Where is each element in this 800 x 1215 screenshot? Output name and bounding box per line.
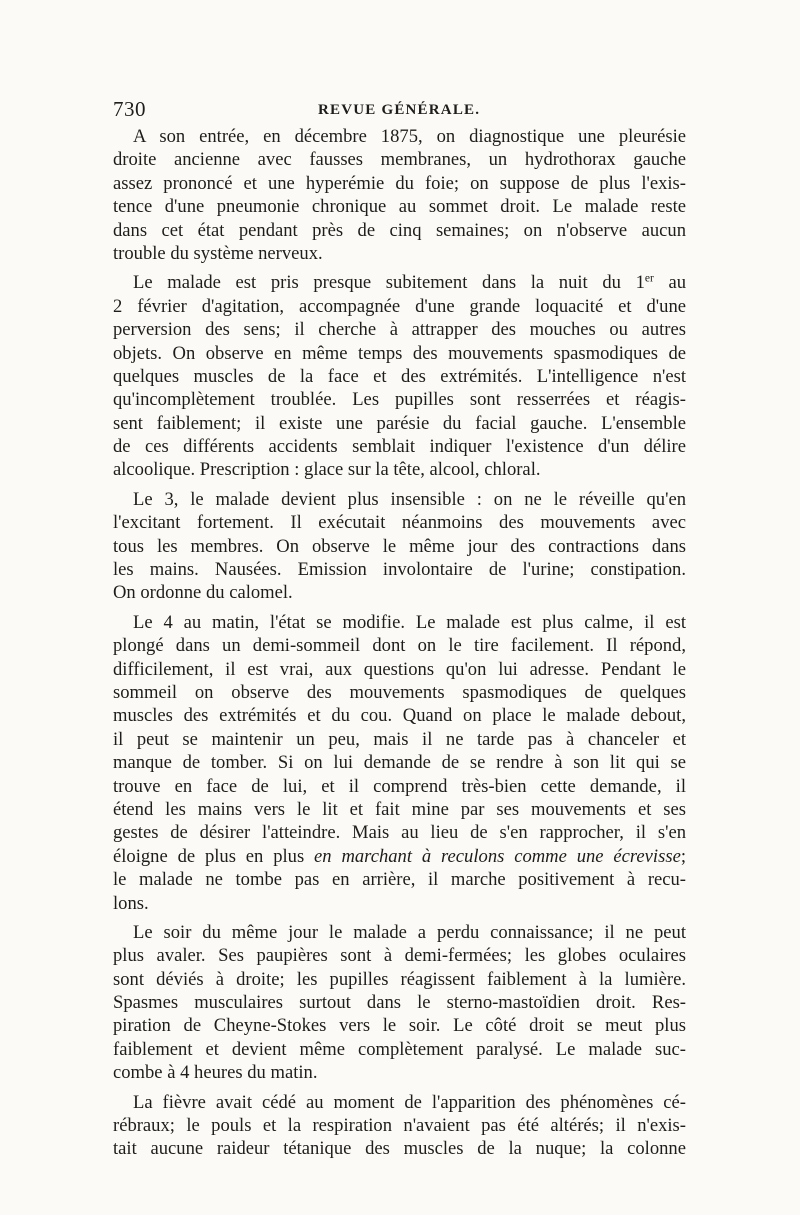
text-line: Spasmes musculaires surtout dans le sterno-mastoïdien droit. Res- (113, 992, 686, 1014)
text-line: lons. (113, 892, 149, 914)
text-line: gestes de désirer l'atteindre. Mais au lieu de s'en rapprocher, il s'en (113, 822, 686, 844)
text-line: muscles des extrémités et du cou. Quand on place le malade debout, (113, 705, 686, 727)
text-line: plus avaler. Ses paupières sont à demi-fermées; les globes oculaires (113, 945, 686, 967)
text-line: piration de Cheyne-Stokes vers le soir. Le côté droit se meut plus (113, 1015, 686, 1037)
text-segment: éloigne de plus en plus (113, 845, 315, 867)
text-line: il peut se maintenir un peu, mais il ne tarde pas à chanceler et (113, 728, 686, 750)
text-line (113, 271, 686, 294)
text-line: trouble du système nerveux. (113, 242, 323, 264)
text-line: 2 février d'agitation, accompagnée d'une grande loquacité et d'une (113, 295, 686, 317)
article-body (113, 125, 686, 1167)
page-number: 730 (113, 97, 146, 121)
text-line: objets. On observe en même temps des mouvements spasmodiques de (113, 342, 686, 364)
text-line: l'excitant fortement. Il exécutait néanmoins des mouvements avec (113, 512, 686, 534)
text-line: combe à 4 heures du matin. (113, 1062, 318, 1084)
text-line: sont déviés à droite; les pupilles réagissent faiblement à la lumière. (113, 968, 686, 990)
page-header (113, 96, 686, 122)
text-line: On ordonne du calomel. (113, 582, 293, 604)
text-segment: au (653, 272, 687, 294)
text-line: le malade ne tombe pas en arrière, il marche positivement à recu- (113, 869, 686, 891)
paragraph (113, 125, 686, 265)
text-line: sent faiblement; il existe une parésie du facial gauche. L'ensemble (113, 412, 686, 434)
text-line: Le soir du même jour le malade a perdu connaissance; il ne peut (133, 921, 686, 943)
text-line (113, 845, 686, 868)
text-line: perversion des sens; il cherche à attrapper des mouches ou autres (113, 319, 686, 341)
text-line: sommeil on observe des mouvements spasmodiques de quelques (113, 681, 686, 703)
text-line: assez prononcé et une hyperémie du foie; on suppose de plus l'exis- (113, 172, 686, 194)
text-line: difficilement, il est vrai, aux questions qu'on lui adresse. Pendant le (113, 658, 686, 680)
paragraph (113, 611, 686, 915)
paragraph (113, 921, 686, 1085)
paragraph (113, 1091, 686, 1161)
paragraph (113, 271, 686, 482)
text-line: faiblement et devient même complètement paralysé. Le malade suc- (113, 1038, 686, 1060)
running-title: REVUE GÉNÉRALE. (318, 102, 481, 118)
text-line: qu'incomplètement troublée. Les pupilles sont resserrées et réagis- (113, 389, 686, 411)
text-line: tous les membres. On observe le même jour des contractions dans (113, 535, 686, 557)
text-segment: ; (680, 845, 686, 867)
text-line: Le 3, le malade devient plus insensible : on ne le réveille qu'en (133, 488, 686, 510)
text-line: les mains. Nausées. Emission involontaire de l'urine; constipation. (113, 559, 686, 581)
superscript-text: er (644, 273, 654, 286)
italic-text: en marchant à reculons comme une écrevisse (314, 845, 681, 867)
text-line: de ces différents accidents semblait indiquer l'existence d'un délire (113, 436, 686, 458)
text-line: Le 4 au matin, l'état se modifie. Le malade est plus calme, il est (133, 611, 686, 633)
text-line: dans cet état pendant près de cinq semaines; on n'observe aucun (113, 219, 686, 241)
text-line: droite ancienne avec fausses membranes, un hydrothorax gauche (113, 149, 686, 171)
text-line: alcoolique. Prescription : glace sur la tête, alcool, chloral. (113, 459, 541, 481)
text-line: La fièvre avait cédé au moment de l'apparition des phénomènes cé- (133, 1091, 686, 1113)
text-line: tait aucune raideur tétanique des muscles de la nuque; la colonne (113, 1138, 686, 1160)
paragraph (113, 488, 686, 605)
text-line: étend les mains vers le lit et fait mine par ses mouvements et ses (113, 798, 686, 820)
text-line: A son entrée, en décembre 1875, on diagnostique une pleurésie (133, 126, 686, 147)
text-line: quelques muscles de la face et des extrémités. L'intelligence n'est (113, 365, 686, 387)
text-line: tence d'une pneumonie chronique au sommet droit. Le malade reste (113, 196, 686, 218)
text-line: trouve en face de lui, et il comprend très-bien cette demande, il (113, 775, 686, 797)
text-line: rébraux; le pouls et la respiration n'avaient pas été altérés; il n'exis- (113, 1115, 686, 1137)
text-line: plongé dans un demi-sommeil dont on le tire facilement. Il répond, (113, 635, 686, 657)
text-segment: Le malade est pris presque subitement dans la nuit du 1 (133, 272, 645, 294)
text-line: manque de tomber. Si on lui demande de se rendre à son lit qui se (113, 752, 686, 774)
